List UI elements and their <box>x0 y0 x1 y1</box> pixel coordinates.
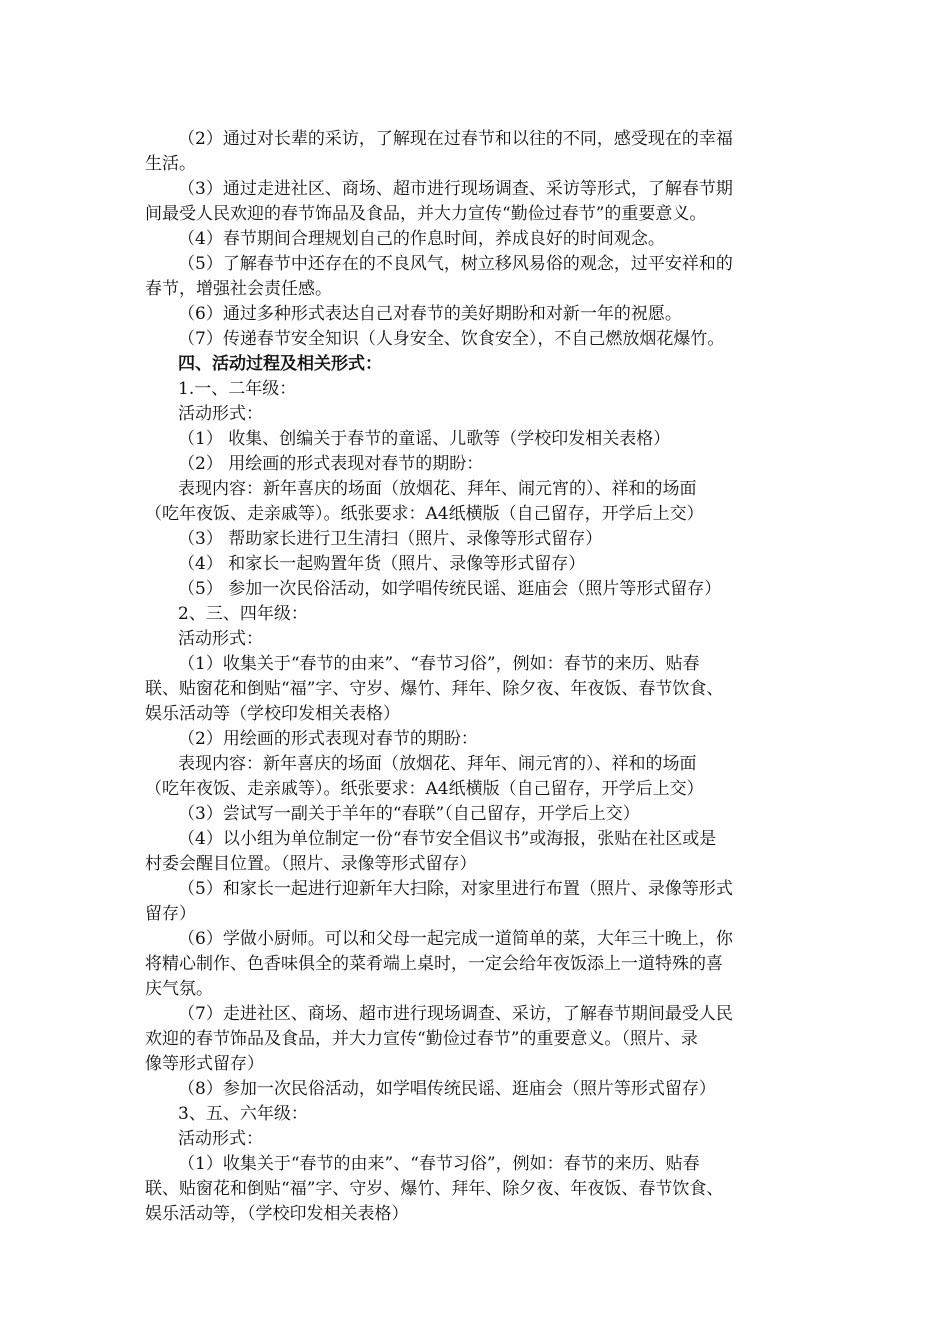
text-line: 生活。 <box>145 154 196 174</box>
text-line: （4）春节期间合理规划自己的作息时间，养成良好的时间观念。 <box>178 229 665 249</box>
text-line: 娱乐活动等（学校印发相关表格） <box>145 704 400 724</box>
text-line: （3）尝试写一副关于羊年的“春联”（自己留存，开学后上交） <box>178 804 640 824</box>
text-line: 3、五、六年级： <box>178 1104 308 1124</box>
text-line: （2）用绘画的形式表现对春节的期盼： <box>178 729 478 749</box>
text-line: （8）参加一次民俗活动，如学唱传统民谣、逛庙会（照片等形式留存） <box>178 1079 716 1099</box>
text-line: （吃年夜饭、走亲戚等）。纸张要求：A4纸横版（自己留存，开学后上交） <box>145 504 704 524</box>
text-line: 春节，增强社会责任感。 <box>145 279 332 299</box>
text-line: 联、贴窗花和倒贴“福”字、守岁、爆竹、拜年、除夕夜、年夜饭、春节饮食、 <box>145 679 724 699</box>
text-line: 表现内容：新年喜庆的场面（放烟花、拜年、闹元宵的）、祥和的场面 <box>178 754 697 774</box>
text-line: （4）以小组为单位制定一份“春节安全倡议书”或海报，张贴在社区或是 <box>178 829 717 849</box>
text-line: （5） 参加一次民俗活动，如学唱传统民谣、逛庙会（照片等形式留存） <box>178 579 722 599</box>
text-line: 娱乐活动等，（学校印发相关表格） <box>145 1204 409 1224</box>
text-line: （6）学做小厨师。可以和父母一起完成一道简单的菜，大年三十晚上，你 <box>178 929 733 949</box>
text-line: （1） 收集、创编关于春节的童谣、儿歌等（学校印发相关表格） <box>178 429 671 449</box>
text-line: 庆气氛。 <box>145 979 213 999</box>
text-line: （5）了解春节中还存在的不良风气，树立移风易俗的观念，过平安祥和的 <box>178 254 733 274</box>
text-line: （1）收集关于“春节的由来”、“春节习俗”，例如：春节的来历、贴春 <box>178 654 700 674</box>
text-line: （吃年夜饭、走亲戚等）。纸张要求：A4纸横版（自己留存，开学后上交） <box>145 779 704 799</box>
text-line: 活动形式： <box>178 1129 263 1149</box>
text-line: 像等形式留存） <box>145 1054 264 1074</box>
section-heading: 四、活动过程及相关形式： <box>178 354 382 374</box>
text-line: （3）通过走进社区、商场、超市进行现场调查、采访等形式，了解春节期 <box>178 179 733 199</box>
text-line: （2） 用绘画的形式表现对春节的期盼： <box>178 454 484 474</box>
text-line: 村委会醒目位置。（照片、录像等形式留存） <box>145 854 477 874</box>
text-line: （2）通过对长辈的采访，了解现在过春节和以往的不同，感受现在的幸福 <box>178 129 733 149</box>
text-line: 2、三、四年级： <box>178 604 308 624</box>
text-line: （7）走进社区、商场、超市进行现场调查、采访，了解春节期间最受人民 <box>178 1004 733 1024</box>
text-line: （5）和家长一起进行迎新年大扫除，对家里进行布置（照片、录像等形式 <box>178 879 733 899</box>
text-line: 活动形式： <box>178 629 263 649</box>
text-line: 留存） <box>145 904 196 924</box>
text-line: （4） 和家长一起购置年货（照片、录像等形式留存） <box>178 554 586 574</box>
text-line: 将精心制作、色香味俱全的菜肴端上桌时，一定会给年夜饭添上一道特殊的喜 <box>145 954 723 974</box>
text-line: 活动形式： <box>178 404 263 424</box>
text-line: 欢迎的春节饰品及食品，并大力宣传“勤俭过春节”的重要意义。（照片、录 <box>145 1029 698 1049</box>
text-line: （6）通过多种形式表达自己对春节的美好期盼和对新一年的祝愿。 <box>178 304 682 324</box>
text-line: 间最受人民欢迎的春节饰品及食品，并大力宣传“勤俭过春节”的重要意义。 <box>145 204 707 224</box>
text-line: （1）收集关于“春节的由来”、“春节习俗”，例如：春节的来历、贴春 <box>178 1154 700 1174</box>
text-line: （3） 帮助家长进行卫生清扫（照片、录像等形式留存） <box>178 529 603 549</box>
text-line: 联、贴窗花和倒贴“福”字、守岁、爆竹、拜年、除夕夜、年夜饭、春节饮食、 <box>145 1179 724 1199</box>
text-line: （7）传递春节安全知识（人身安全、饮食安全），不自己燃放烟花爆竹。 <box>178 329 725 349</box>
text-line: 表现内容：新年喜庆的场面（放烟花、拜年、闹元宵的）、祥和的场面 <box>178 479 697 499</box>
text-line: 1.一、二年级： <box>178 379 297 399</box>
